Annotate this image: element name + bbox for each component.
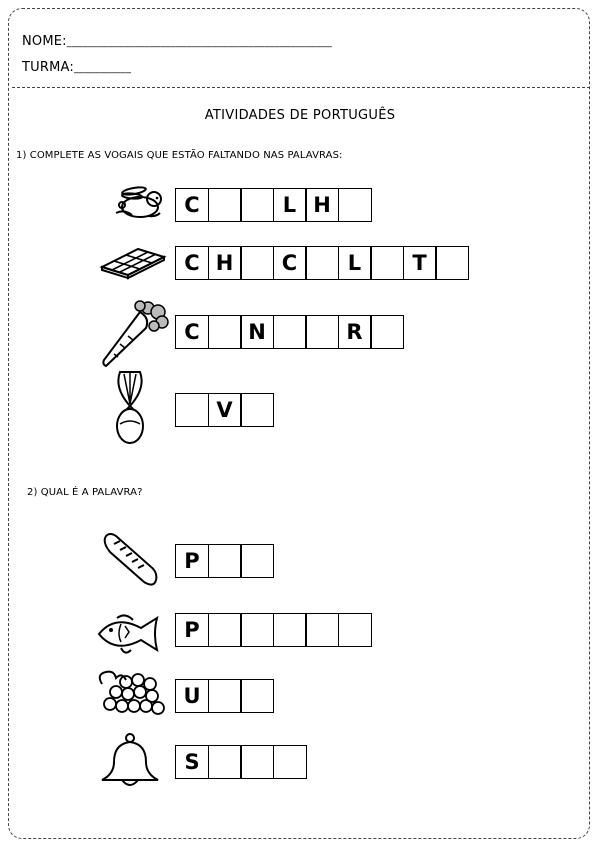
letter-box[interactable]: N [240,315,274,349]
letter-box[interactable] [240,544,274,578]
letter-box[interactable]: T [403,246,437,280]
letter-box[interactable]: H [305,188,339,222]
letter-box[interactable] [273,613,307,647]
letter-box[interactable] [370,315,404,349]
letter-box[interactable]: U [175,679,209,713]
bell-icon [98,732,162,794]
letter-box[interactable] [240,188,274,222]
letter-box[interactable]: S [175,745,209,779]
letter-box[interactable] [208,188,242,222]
letter-box[interactable] [370,246,404,280]
letter-box[interactable] [240,613,274,647]
letter-box[interactable]: H [208,246,242,280]
letter-box[interactable] [208,745,242,779]
letter-box[interactable] [305,315,339,349]
rabbit-icon [110,185,168,225]
letter-box[interactable]: C [175,188,209,222]
name-label: NOME: [22,34,67,49]
letter-box[interactable] [305,613,339,647]
egg-icon [110,370,154,450]
letter-boxes [175,679,273,713]
letter-box[interactable]: C [273,246,307,280]
name-field[interactable] [22,34,332,49]
letter-box[interactable] [435,246,469,280]
letter-box[interactable] [338,613,372,647]
letter-box[interactable] [305,246,339,280]
letter-box[interactable] [273,315,307,349]
letter-box[interactable] [175,393,209,427]
letter-box[interactable] [273,745,307,779]
letter-box[interactable] [338,188,372,222]
letter-box[interactable]: C [175,315,209,349]
class-label: TURMA: [22,60,74,75]
letter-box[interactable]: R [338,315,372,349]
letter-box[interactable]: P [175,613,209,647]
letter-boxes [175,544,273,578]
letter-box[interactable]: P [175,544,209,578]
letter-box[interactable] [208,613,242,647]
fish-icon [95,610,161,662]
letter-boxes [175,393,273,427]
letter-box[interactable] [240,393,274,427]
letter-boxes [175,315,403,349]
class-line: ___________ [73,63,132,74]
letter-box[interactable] [208,315,242,349]
letter-boxes [175,188,370,222]
letter-box[interactable]: V [208,393,242,427]
header-divider [12,87,590,88]
letter-box[interactable] [208,544,242,578]
letter-boxes [175,246,468,280]
page-title: ATIVIDADES DE PORTUGUÊS [204,108,396,123]
letter-box[interactable] [208,679,242,713]
letter-boxes [175,745,305,779]
letter-box[interactable]: L [338,246,372,280]
letter-box[interactable] [240,246,274,280]
letter-boxes [175,613,370,647]
letter-box[interactable] [240,745,274,779]
question-2: 2) QUAL É A PALAVRA? [27,487,143,498]
chocolate-icon [100,247,166,283]
name-line: ___________________________________________________ [66,37,332,48]
carrot-icon [100,298,172,374]
letter-box[interactable]: L [273,188,307,222]
grapes-icon [96,668,166,724]
class-field[interactable] [22,60,131,75]
letter-box[interactable] [240,679,274,713]
bread-icon [100,532,160,592]
question-1: 1) COMPLETE AS VOGAIS QUE ESTÃO FALTANDO NAS PALAVRAS: [16,150,343,161]
letter-box[interactable]: C [175,246,209,280]
